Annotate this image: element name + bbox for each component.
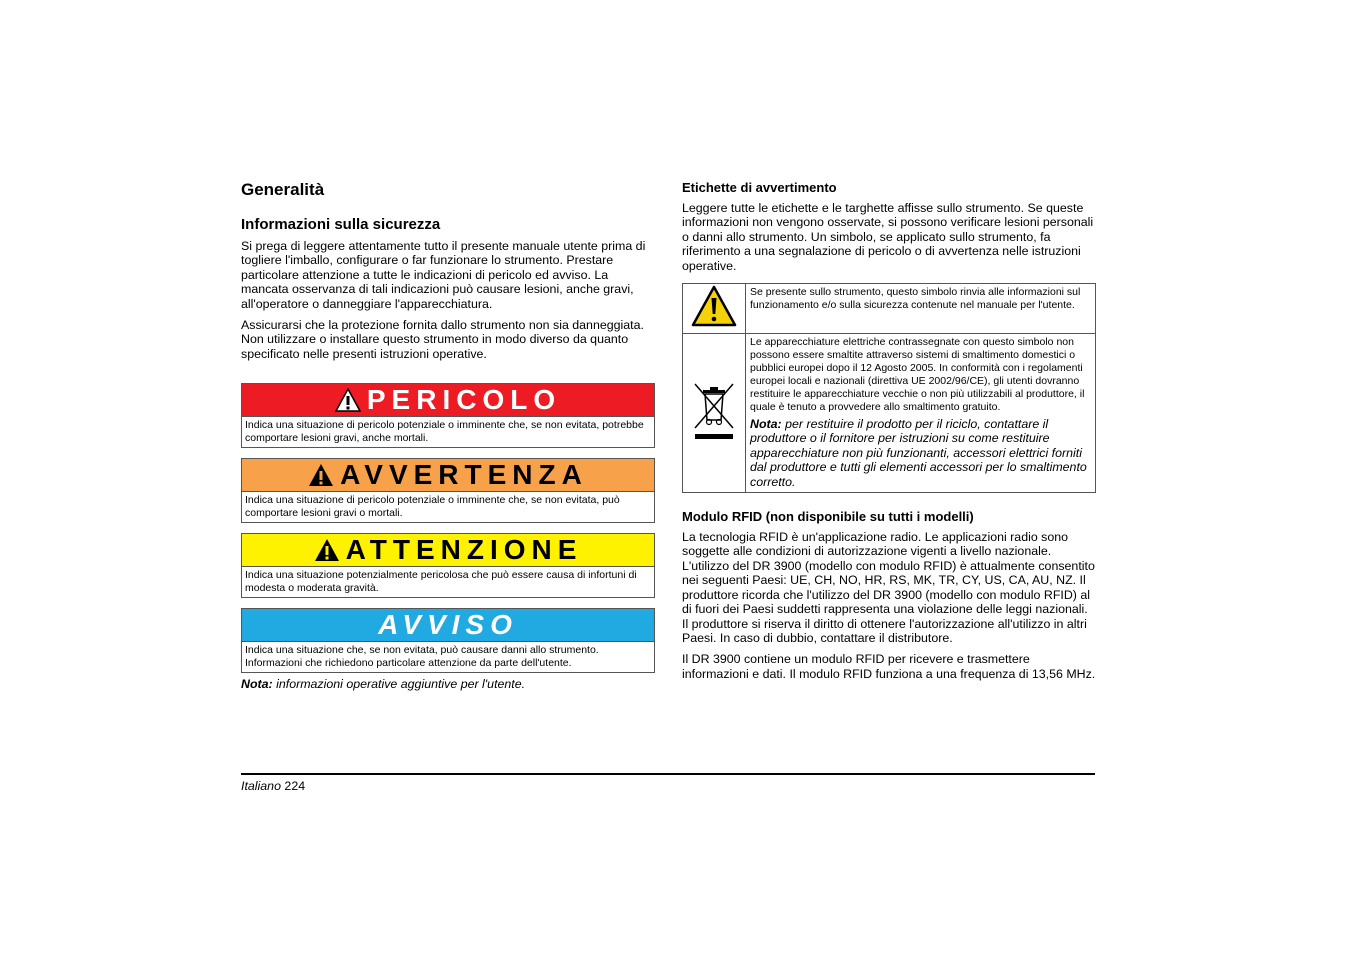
note-text: per restituire il prodotto per il riciclo, contattare il produttore o il fornitore per istruzioni su come restituire apparecchiature non più funzionanti, accessori elettrici forniti dal produttore e tutti gli elementi accessori per lo smaltimento corretto. — [750, 417, 1087, 489]
left-column — [241, 180, 655, 691]
table-row — [683, 334, 1096, 493]
weee-bin-icon — [691, 380, 737, 442]
warning-triangle-icon — [308, 463, 334, 487]
right-column — [682, 180, 1096, 688]
symbol-cell — [683, 284, 746, 334]
caution-text: Indica una situazione potenzialmente pericolosa che può essere causa di infortuni di modesta o moderata gravità. — [245, 569, 637, 594]
caution-word: ATTENZIONE — [345, 534, 583, 566]
notice-word: AVVISO — [378, 609, 518, 641]
footer — [241, 779, 305, 793]
caution-header — [242, 534, 654, 567]
safety-paragraph-2: Assicurarsi che la protezione fornita dallo strumento non sia danneggiata. Non utilizzare o installare questo strumento in modo diverso da quanto specificato nelle presenti istruzioni operative. — [241, 318, 644, 361]
danger-header — [242, 384, 654, 417]
rfid-heading: Modulo RFID (non disponibile su tutti i modelli) — [682, 509, 974, 525]
danger-panel — [241, 383, 655, 448]
weee-text: Le apparecchiature elettriche contrassegnate con questo simbolo non possono essere smaltite attraverso sistemi di smaltimento domestici o pubblici europei dopo il 12 Agosto 2005. In conformità con i regolamenti europei locali e nazionali (direttiva UE 2002/96/CE), gli utenti dovranno restituire le apparecchiature vecchie o non più utilizzabili al produttore, il quale è tenuto a provvedere allo smaltimento gratuito. — [750, 336, 1085, 414]
weee-note — [750, 417, 1091, 489]
rfid-paragraph-1: La tecnologia RFID è un'applicazione radio. Le applicazioni radio sono soggette alle condizioni di autorizzazione vigenti a livello nazionale. L'utilizzo del DR 3900 (modello con modulo RFID) è attualmente consentito nei seguenti Paesi: UE, CH, NO, HR, RS, MK, TR, CY, US, CA, AU, NZ. Il produttore ricorda che l'utilizzo del DR 3900 (modello con modulo RFID) al di fuori dei Paesi suddetti rappresenta una violazione delle leggi nazionali. Il produttore si riserva il diritto di ottenere l'autorizzazione all'utilizzo in altri Paesi. In caso di dubbio, contattare il distributore. — [682, 530, 1095, 645]
symbols-table — [682, 283, 1096, 493]
symbol-description — [746, 334, 1096, 493]
warning-triangle-icon — [691, 285, 737, 327]
notice-panel — [241, 608, 655, 673]
note-label: Nota: — [750, 417, 782, 432]
footer-language: Italiano — [241, 779, 281, 793]
warning-word: AVVERTENZA — [340, 459, 588, 491]
note-line — [241, 677, 655, 691]
notice-header — [242, 609, 654, 642]
symbol-description: Se presente sullo strumento, questo simbolo rinvia alle informazioni sul funzionamento e/o sulla sicurezza contenute nel manuale per l'utente. — [746, 284, 1096, 334]
warning-text: Indica una situazione di pericolo potenziale o imminente che, se non evitata, può comportare lesioni gravi o mortali. — [245, 494, 620, 519]
warning-triangle-icon — [335, 388, 361, 412]
footer-rule — [241, 773, 1095, 775]
labels-heading: Etichette di avvertimento — [682, 180, 837, 195]
page-number: 224 — [284, 779, 306, 793]
table-row — [683, 284, 1096, 334]
warning-panel — [241, 458, 655, 523]
warning-header — [242, 459, 654, 492]
symbol-cell — [683, 334, 746, 493]
page-title: Generalità — [241, 180, 325, 199]
safety-paragraph-1: Si prega di leggere attentamente tutto il presente manuale utente prima di togliere l'imballo, configurare o far funzionare lo strumento. Prestare particolare attenzione a tutte le indicazioni di pericolo ed avviso. La mancata osservanza di tali indicazioni può causare lesioni, anche gravi, all'operatore o danneggiare l'apparecchiatura. — [241, 239, 646, 311]
safety-heading: Informazioni sulla sicurezza — [241, 216, 441, 233]
danger-word: PERICOLO — [366, 384, 562, 416]
note-label: Nota: — [241, 677, 273, 692]
notice-text: Indica una situazione che, se non evitata, può causare danni allo strumento. Informazioni che richiedono particolare attenzione da parte dell'utente. — [245, 644, 599, 669]
caution-panel — [241, 533, 655, 598]
note-text: informazioni operative aggiuntive per l'utente. — [272, 677, 526, 692]
labels-paragraph: Leggere tutte le etichette e le targhette affisse sullo strumento. Se queste informazioni non vengono osservate, si possono verificare lesioni personali o danni allo strumento. Un simbolo, se applicato sullo strumento, fa riferimento a una segnalazione di pericolo o di avvertenza nelle istruzioni operative. — [682, 201, 1094, 273]
danger-text: Indica una situazione di pericolo potenziale o imminente che, se non evitata, potrebbe comportare lesioni gravi, anche mortali. — [245, 419, 644, 444]
rfid-paragraph-2: Il DR 3900 contiene un modulo RFID per ricevere e trasmettere informazioni e dati. Il modulo RFID funziona a una frequenza di 13,56 MHz. — [682, 652, 1096, 681]
warning-triangle-icon — [314, 538, 340, 562]
